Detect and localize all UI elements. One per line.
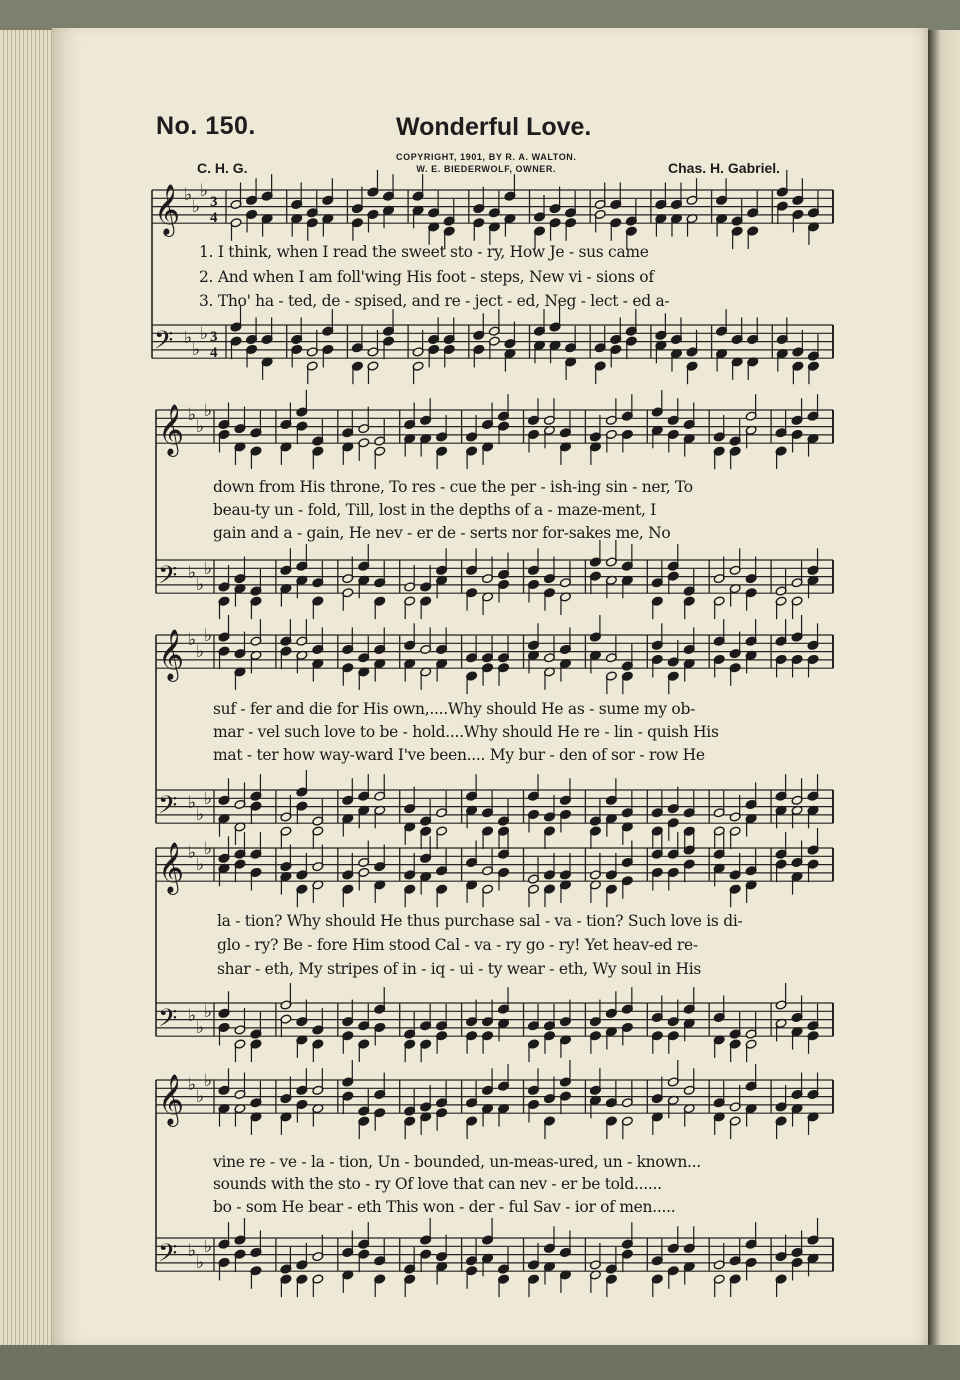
flat-sign: ♭ [188,405,197,425]
time-signature: 4 [210,345,218,361]
lyric-line: shar - eth, My stripes of in - iq - ui - ty wear - eth, Wy soul in His [217,960,702,978]
flat-sign: ♭ [204,559,213,579]
time-signature: 3 [210,329,218,345]
flat-sign: ♭ [204,401,213,421]
flat-sign: ♭ [188,843,197,863]
flat-sign: ♭ [200,181,209,201]
flat-sign: ♭ [204,1237,213,1257]
lyric-line: sounds with the sto - ry Of love that can nev - er be told...... [213,1175,662,1193]
flat-sign: ♭ [204,1002,213,1022]
bass-clef: 𝄢 [154,326,174,361]
flat-sign: ♭ [196,417,205,437]
treble-clef: 𝄞 [158,629,185,680]
flat-sign: ♭ [196,642,205,662]
bass-clef: 𝄢 [158,791,178,826]
lyric-line: 1. I think, when I read the sweet sto - ry, How Je - sus came [199,243,649,261]
flat-sign: ♭ [200,324,209,344]
flat-sign: ♭ [196,575,205,595]
composer-credit: Chas. H. Gabriel. [668,160,781,176]
lyric-line: suf - fer and die for His own,....Why should He as - sume my ob- [213,700,696,718]
lyric-line: beau-ty un - fold, Till, lost in the depths of a - maze-ment, I [213,501,657,519]
lyric-line: mat - ter how way-ward I've been.... My bur - den of sor - row He [213,746,705,764]
flat-sign: ♭ [184,185,193,205]
bass-clef: 𝄢 [158,1004,178,1039]
hymn-title: Wonderful Love. [396,113,592,141]
flat-sign: ♭ [184,328,193,348]
lyric-line: mar - vel such love to be - hold....Why should He re - lin - quish His [213,723,719,741]
flat-sign: ♭ [204,789,213,809]
treble-clef: 𝄞 [154,184,181,235]
lyricist-credit: C. H. G. [197,160,248,176]
lyric-line: bo - som He bear - eth This won - der - ful Sav - ior of men..... [213,1198,676,1216]
flat-sign: ♭ [204,626,213,646]
copyright-line-1: COPYRIGHT, 1901, BY R. A. WALTON. [396,152,577,162]
flat-sign: ♭ [188,1006,197,1026]
time-signature: 3 [210,194,218,210]
flat-sign: ♭ [192,197,201,217]
bass-clef: 𝄢 [158,561,178,596]
treble-clef: 𝄞 [158,404,185,455]
time-signature: 4 [210,210,218,226]
lyric-line: 3. Tho' ha - ted, de - spised, and re - ject - ed, Neg - lect - ed a- [199,292,670,310]
flat-sign: ♭ [204,839,213,859]
flat-sign: ♭ [188,1241,197,1261]
lyric-line: down from His throne, To res - cue the per - ish-ing sin - ner, To [213,478,693,496]
flat-sign: ♭ [196,855,205,875]
flat-sign: ♭ [196,1253,205,1273]
flat-sign: ♭ [204,1071,213,1091]
flat-sign: ♭ [196,805,205,825]
flat-sign: ♭ [196,1018,205,1038]
lyric-line: 2. And when I am foll'wing His foot - steps, New vi - sions of [199,268,654,286]
flat-sign: ♭ [188,793,197,813]
treble-clef: 𝄞 [158,842,185,893]
lyric-line: glo - ry? Be - fore Him stood Cal - va - ry go - ry! Yet heav-ed re- [217,936,698,954]
treble-clef: 𝄞 [158,1074,185,1125]
flat-sign: ♭ [188,1075,197,1095]
lyric-line: la - tion? Why should He thus purchase sal - va - tion? Such love is di- [217,912,743,930]
copyright-line-2: W. E. BIEDERWOLF, OWNER. [416,164,557,174]
flat-sign: ♭ [188,563,197,583]
flat-sign: ♭ [196,1087,205,1107]
flat-sign: ♭ [192,340,201,360]
bass-clef: 𝄢 [158,1239,178,1274]
hymn-number: No. 150. [156,112,256,140]
lyric-line: gain and a - gain, He nev - er de - serts nor for-sakes me, No [213,524,671,542]
flat-sign: ♭ [188,630,197,650]
lyric-line: vine re - ve - la - tion, Un - bounded, un-meas-ured, un - known... [213,1153,701,1171]
